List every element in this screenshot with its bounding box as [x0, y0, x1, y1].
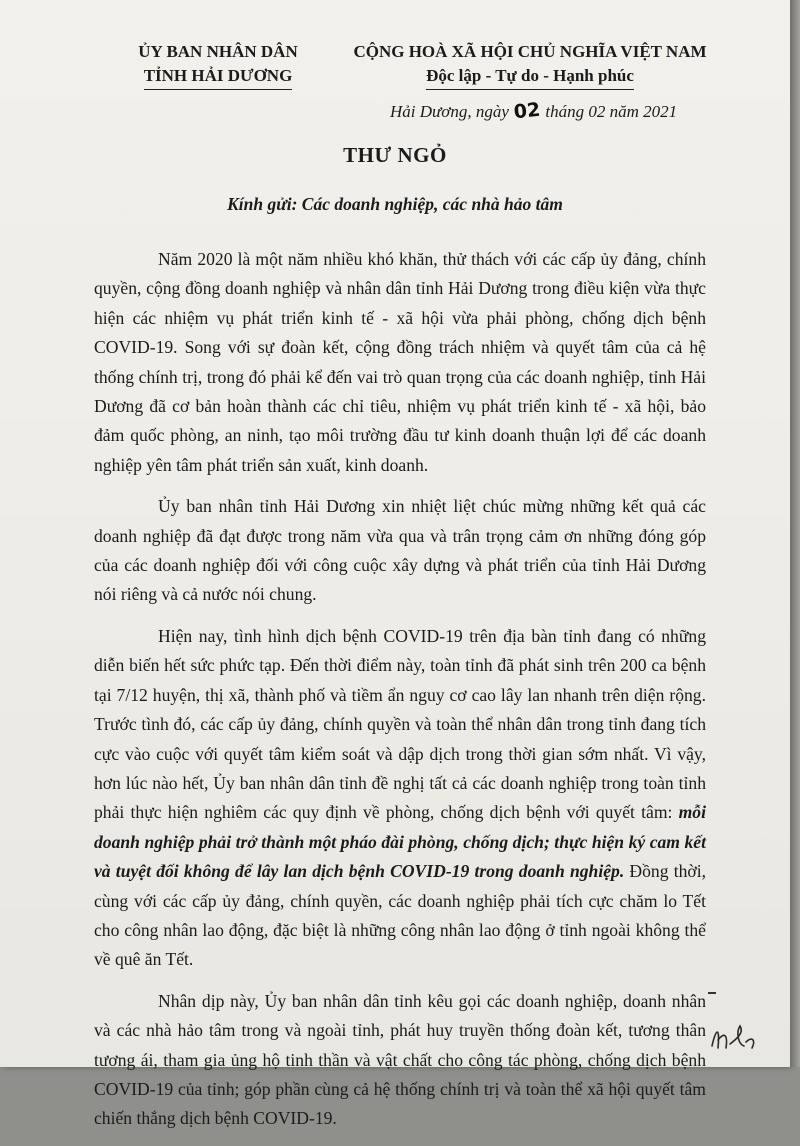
paragraph-4: Nhân dịp này, Ủy ban nhân dân tỉnh kêu gọi các doanh nghiệp, doanh nhân và các nhà hảo tâm trong và ngoài tỉnh, phát huy truyền thống đoàn kết, tương thân tương ái, tham gia ủng hộ tinh thần và vật chất cho công tác phòng, chống dịch bệnh COVID-19 của tỉnh; góp phần cùng cả hệ thống chính trị và toàn thể xã hội quyết tâm chiến thắng dịch bệnh COVID-19. — [94, 990, 706, 1129]
national-motto: Độc lập - Tự do - Hạnh phúc — [426, 64, 634, 90]
letter-greeting: Kính gửi: Các doanh nghiệp, các nhà hảo tâm — [227, 194, 563, 214]
issuer-line-2: TỈNH HẢI DƯƠNG — [144, 64, 293, 90]
date-suffix: tháng 02 năm 2021 — [545, 102, 678, 121]
issuer-header — [118, 40, 318, 90]
date-day-handwritten: 02 — [512, 98, 542, 124]
letter-date — [390, 100, 730, 122]
paragraph-3-end: Đồng thời, cùng với các cấp ủy đảng, chính quyền, các doanh nghiệp phải tích cực chăm lo Tết cho công nhân lao động, đặc biệt là những công nhân lao động ở tỉnh ngoài không thể về quê ăn Tết. — [94, 861, 706, 970]
date-prefix: Hải Dương, ngày — [390, 102, 509, 121]
page-mark — [708, 992, 716, 994]
paragraph-3-start: Hiện nay, tình hình dịch bệnh COVID-19 trên địa bàn tỉnh đang có những diễn biến hết sức phức tạp. Đến thời điểm này, toàn tỉnh đã phát sinh trên 200 ca bệnh tại 7/12 huyện, thị xã, thành phố và tiềm ẩn nguy cơ cao lây lan nhanh trên diện rộng. Trước tình đó, các cấp ủy đảng, chính quyền và toàn thể nhân dân trong tỉnh đang tích cực vào cuộc với quyết tâm kiểm soát và dập dịch trong thời gian sớm nhất. Vì vậy, hơn lúc nào hết, Ủy ban nhân dân tỉnh đề nghị tất cả các doanh nghiệp trong toàn tỉnh phải thực hiện nghiêm các quy định về phòng, chống dịch bệnh với quyết tâm: — [94, 625, 706, 823]
paragraph-1: Năm 2020 là một năm nhiều khó khăn, thử thách với các cấp ủy đảng, chính quyền, cộng đồng doanh nghiệp và nhân dân tỉnh Hải Dương trong điều kiện vừa thực hiện các nhiệm vụ phát triển kinh tế - xã hội vừa phải phòng, chống dịch bệnh COVID-19. Song với sự đoàn kết, cộng đồng trách nhiệm và quyết tâm của cả hệ thống chính trị, trong đó phải kể đến vai trò quan trọng của các doanh nghiệp, tỉnh Hải Dương đã cơ bản hoàn thành các chỉ tiêu, nhiệm vụ phát triển kinh tế - xã hội, bảo đảm quốc phòng, an ninh, tạo môi trường đầu tư kinh doanh thuận lợi để các doanh nghiệp yên tâm phát triển sản xuất, kinh doanh. — [94, 249, 706, 475]
issuer-line-1: ỦY BAN NHÂN DÂN — [138, 42, 298, 61]
background-edge — [790, 0, 800, 1067]
national-title: CỘNG HOÀ XÃ HỘI CHỦ NGHĨA VIỆT NAM — [353, 42, 707, 61]
letter-body — [94, 245, 706, 1146]
paragraph-2: Ủy ban nhân tỉnh Hải Dương xin nhiệt liệt chúc mừng những kết quả các doanh nghiệp đã đạt được trong năm vừa qua và trân trọng cảm ơn những đóng góp của các doanh nghiệp đối với công cuộc xây dựng và phát triển của tỉnh Hải Dương nói riêng và cả nước nói chung. — [94, 496, 706, 605]
paragraph-3-emphasis: mỗi doanh nghiệp phải trở thành một pháo đài phòng, chống dịch; thực hiện ký cam kết và tuyệt đối không để lây lan dịch bệnh COVID-19 trong doanh nghiệp. — [94, 802, 706, 882]
letter-title: THƯ NGỎ — [343, 143, 447, 167]
national-header — [320, 40, 740, 90]
paragraph-3 — [94, 622, 706, 975]
initials-signature — [708, 1018, 768, 1058]
